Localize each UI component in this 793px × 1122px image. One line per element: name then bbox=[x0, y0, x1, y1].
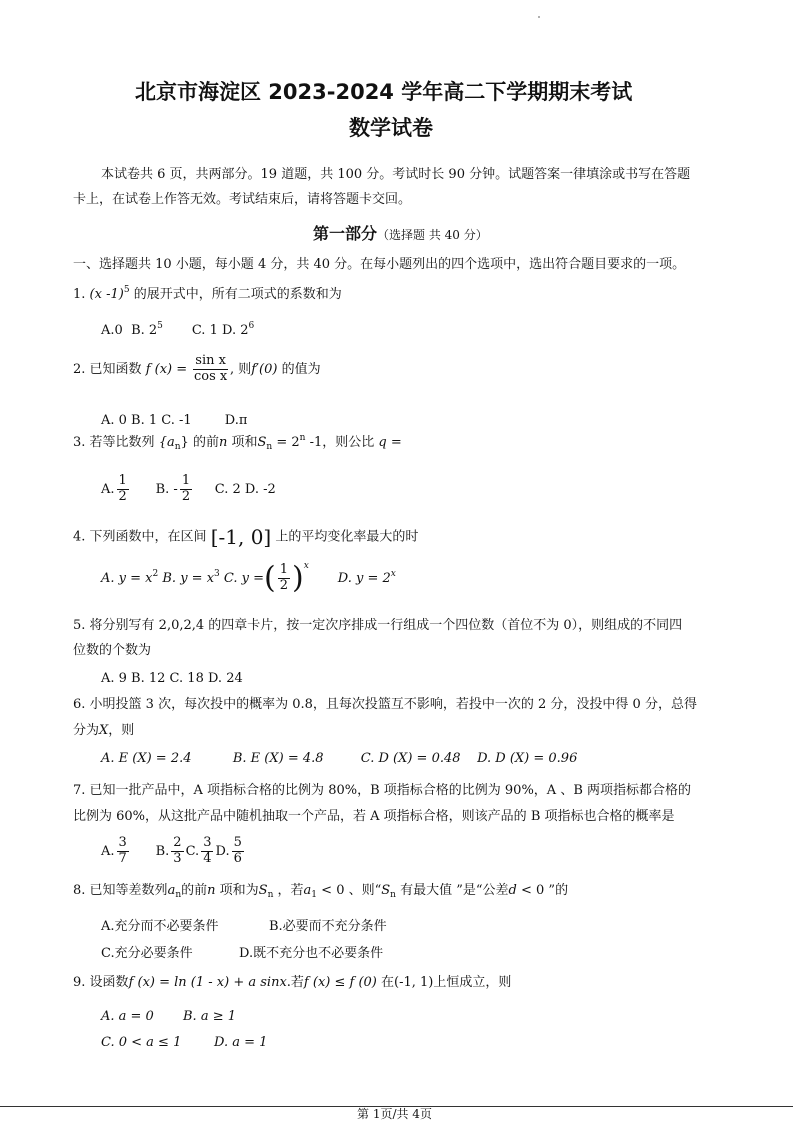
q1-option-d-exp: 6 bbox=[248, 321, 255, 331]
q1-option-a: A.0 bbox=[101, 323, 123, 338]
q4-option-c-lparen: ( bbox=[264, 560, 276, 596]
q8-mid2: 项和为 bbox=[219, 883, 259, 898]
q2-numerator: sin x bbox=[195, 353, 226, 368]
q7-option-d-num: 5 bbox=[233, 835, 242, 850]
q3-eq: = 2 bbox=[276, 435, 300, 450]
q6-X: X bbox=[99, 723, 109, 738]
q2-denominator: cos x bbox=[194, 368, 228, 384]
q4-number: 4. bbox=[73, 529, 86, 545]
q7-option-c-frac bbox=[201, 836, 213, 867]
q8-cond3: 有最大值 ”是“公差 bbox=[400, 883, 509, 898]
q1-text: 的展开式中，所有二项式的系数和为 bbox=[133, 287, 342, 302]
q8-S: S bbox=[258, 883, 268, 898]
q5-line-1: 5. 将分别写有 2,0,2,4 的四章卡片，按一定次序排成一行组成一个四位数（首位不为 0），则组成的不同四 bbox=[73, 618, 683, 633]
q7-option-b-num: 2 bbox=[173, 835, 182, 850]
q3-option-b-den: 2 bbox=[181, 488, 191, 504]
q5-line-2: 位数的个数为 bbox=[73, 643, 152, 658]
q8-cond4: < 0 ”的 bbox=[521, 883, 569, 898]
q8-S2: S bbox=[381, 883, 391, 898]
q8-option-a: A.充分而不必要条件 bbox=[101, 919, 219, 934]
intro-line-2: 卡上，在试卷上作答无效。考试结束后，请将答题卡交回。 bbox=[73, 192, 412, 207]
q7-options bbox=[101, 836, 246, 867]
q9-mid: .若 bbox=[286, 975, 304, 990]
q2-options-abc: A. 0 B. 1 C. -1 bbox=[101, 413, 192, 428]
q9-option-c: C. 0 < a ≤ 1 bbox=[101, 1035, 182, 1050]
q7-option-b-den: 3 bbox=[173, 850, 182, 866]
question-3 bbox=[73, 434, 402, 452]
q9-expression: f (x) = ln (1 - x) + a sinx bbox=[128, 975, 287, 990]
q3-option-b-frac bbox=[180, 474, 192, 505]
q4-option-a-exp: 2 bbox=[152, 569, 159, 579]
q1-option-b-exp: 5 bbox=[157, 321, 163, 331]
q3-option-b-num: 1 bbox=[181, 473, 191, 488]
q9-mid2: 在 bbox=[381, 975, 395, 990]
q3-eq-tail: -1，则公比 bbox=[309, 435, 375, 450]
exam-title: 北京市海淀区 2023-2024 学年高二下学期期末考试 bbox=[135, 80, 633, 104]
q1-expression: (x -1) bbox=[89, 287, 124, 302]
q3-option-a: A. bbox=[101, 481, 115, 497]
q6-line-2a: 分为 bbox=[73, 723, 100, 738]
q3-mid: 的前 bbox=[192, 435, 219, 450]
q6-option-a: A. E (X) = 2.4 bbox=[101, 751, 192, 766]
q9-pre: 设函数 bbox=[89, 975, 129, 990]
q9-number: 9. bbox=[73, 975, 86, 990]
q8-n: n bbox=[207, 883, 216, 898]
part1-note: （选择题 共 40 分） bbox=[377, 228, 488, 242]
q7-line-2: 比例为 60%，从这批产品中随机抽取一个产品，若 A 项指标合格，则该产品的 B 项指标也合格的概率是 bbox=[73, 809, 675, 824]
q4-post: 上的平均变化率最大的时 bbox=[275, 529, 419, 545]
q3-option-a-frac bbox=[117, 474, 129, 505]
q4-option-c-rparen: ) bbox=[292, 560, 304, 596]
q3-n: n bbox=[218, 435, 228, 450]
q8-a1-sub: 1 bbox=[311, 890, 318, 900]
q3-mid2: 项和 bbox=[231, 435, 258, 450]
q3-sequence: {a bbox=[158, 435, 175, 450]
q1-option-c: C. 1 bbox=[191, 323, 218, 338]
q7-option-c-num: 3 bbox=[203, 835, 212, 850]
q9-option-b: B. a ≥ 1 bbox=[183, 1009, 236, 1024]
question-2 bbox=[73, 354, 321, 385]
q8-option-c: C.充分必要条件 bbox=[101, 946, 193, 961]
q7-option-d-frac bbox=[232, 836, 244, 867]
q4-option-a: A. y = x bbox=[101, 571, 153, 586]
q4-option-b-exp: 3 bbox=[214, 569, 220, 579]
q7-option-c-den: 4 bbox=[203, 850, 212, 866]
q5-options: A. 9 B. 12 C. 18 D. 24 bbox=[101, 671, 243, 686]
q3-pre: 若等比数列 bbox=[89, 435, 155, 450]
q2-tail: 的值为 bbox=[281, 361, 321, 377]
part1-title: 第一部分 bbox=[313, 224, 378, 243]
q9-post: 上恒成立，则 bbox=[433, 975, 512, 990]
q7-line-1: 7. 已知一批产品中，A 项指标合格的比例为 80%，B 项指标合格的比例为 90%，A 、B 两项指标都合格的 bbox=[73, 783, 692, 798]
q4-option-c: C. y = bbox=[223, 571, 265, 586]
q1-number: 1. bbox=[73, 287, 86, 302]
q6-options bbox=[101, 752, 577, 765]
q7-option-a-frac bbox=[117, 836, 129, 867]
q4-options bbox=[101, 562, 396, 594]
intro-line-1: 本试卷共 6 页，共两部分。19 道题，共 100 分。考试时长 90 分钟。试题答案一律填涂或书写在答题 bbox=[101, 167, 691, 182]
q9-option-d: D. a = 1 bbox=[214, 1035, 268, 1050]
q8-option-d: D.既不充分也不必要条件 bbox=[239, 946, 384, 961]
q2-derivative: f′(0) bbox=[251, 361, 278, 377]
q3-q: q = bbox=[378, 435, 402, 450]
q1-options bbox=[101, 322, 254, 337]
q2-post: , 则 bbox=[229, 361, 252, 377]
q3-S: S bbox=[257, 435, 267, 450]
q7-option-b-frac bbox=[171, 836, 183, 867]
q8-option-b: B.必要而不充分条件 bbox=[269, 919, 387, 934]
q8-cond: ，若 bbox=[277, 883, 304, 898]
q8-S2-sub: n bbox=[390, 890, 396, 900]
q6-line-1: 6. 小明投篮 3 次，每次投中的概率为 0.8，且每次投篮互不影响，若投中一次的 2 分，没投中得 0 分，总得 bbox=[73, 697, 697, 712]
q8-d: d bbox=[508, 883, 517, 898]
q2-options bbox=[101, 414, 247, 427]
q7-option-a: A. bbox=[101, 843, 115, 859]
q2-option-d: D.π bbox=[224, 413, 248, 428]
q6-line-2 bbox=[73, 724, 134, 737]
exam-subtitle: 数学试卷 bbox=[349, 116, 433, 140]
part1-heading bbox=[313, 226, 488, 242]
q1-exponent: 5 bbox=[123, 285, 130, 295]
q3-option-b: B. - bbox=[155, 481, 178, 497]
q3-S-sub: n bbox=[266, 442, 273, 452]
q4-option-c-den: 2 bbox=[279, 578, 289, 593]
q3-sequence-close: } bbox=[180, 435, 189, 450]
q6-line-2b: ，则 bbox=[108, 723, 135, 738]
q3-option-a-num: 1 bbox=[118, 473, 127, 488]
q9-option-a: A. a = 0 bbox=[101, 1009, 154, 1024]
q4-option-d-exp: x bbox=[390, 569, 396, 579]
q8-a: a bbox=[167, 883, 176, 898]
question-1 bbox=[73, 286, 342, 301]
q2-number: 2. bbox=[73, 361, 86, 377]
q9-interval: (-1, 1) bbox=[394, 975, 434, 990]
q1-option-d: D. 2 bbox=[222, 323, 249, 338]
part1-instruction: 一、选择题共 10 小题，每小题 4 分，共 40 分。在每小题列出的四个选项中，选出符合题目要求的一项。 bbox=[73, 257, 686, 272]
q7-option-b: B. bbox=[155, 843, 170, 859]
q3-options bbox=[101, 474, 276, 505]
q2-fraction bbox=[193, 354, 228, 385]
q7-option-d-den: 6 bbox=[233, 850, 242, 866]
q8-pre: 已知等差数列 bbox=[89, 883, 168, 898]
scan-speck bbox=[538, 16, 540, 18]
q7-option-d: D. bbox=[215, 843, 230, 859]
q8-number: 8. bbox=[73, 883, 86, 898]
q1-option-b: B. 2 bbox=[131, 323, 158, 338]
q8-a-sub: n bbox=[175, 890, 182, 900]
q4-option-b: B. y = x bbox=[162, 571, 215, 586]
question-9 bbox=[73, 976, 511, 989]
q7-option-c: C. bbox=[185, 843, 200, 859]
q6-option-d: D. D (X) = 0.96 bbox=[477, 751, 578, 766]
question-4 bbox=[73, 527, 418, 547]
question-8 bbox=[73, 884, 568, 900]
q3-eq-exp: n bbox=[299, 433, 306, 443]
q8-mid: 的前 bbox=[181, 883, 208, 898]
q2-function: f (x) = bbox=[145, 361, 188, 377]
q8-a1: a bbox=[303, 883, 312, 898]
q9-inequality: f (x) ≤ f (0) bbox=[303, 975, 377, 990]
q7-option-a-den: 7 bbox=[118, 850, 127, 866]
q3-number: 3. bbox=[73, 435, 86, 450]
q3-option-a-den: 2 bbox=[118, 488, 127, 504]
page-number: 第 1页/共 4页 bbox=[357, 1107, 432, 1121]
q8-cond2: < 0 、则“ bbox=[321, 883, 382, 898]
q4-option-c-exp: x bbox=[303, 561, 309, 571]
q7-option-a-num: 3 bbox=[118, 835, 127, 850]
q4-pre: 下列函数中，在区间 bbox=[89, 529, 207, 545]
q4-interval: [-1, 0] bbox=[210, 525, 272, 549]
q4-option-d: D. y = 2 bbox=[337, 571, 391, 586]
q6-option-b: B. E (X) = 4.8 bbox=[232, 751, 324, 766]
q3-options-cd: C. 2 D. -2 bbox=[214, 481, 276, 497]
q4-option-c-num: 1 bbox=[279, 562, 289, 578]
q3-sequence-sub: n bbox=[174, 442, 181, 452]
q2-pre: 已知函数 bbox=[89, 361, 142, 377]
q4-option-c-frac bbox=[278, 563, 290, 594]
q8-S-sub: n bbox=[267, 890, 274, 900]
q6-option-c: C. D (X) = 0.48 bbox=[360, 751, 461, 766]
